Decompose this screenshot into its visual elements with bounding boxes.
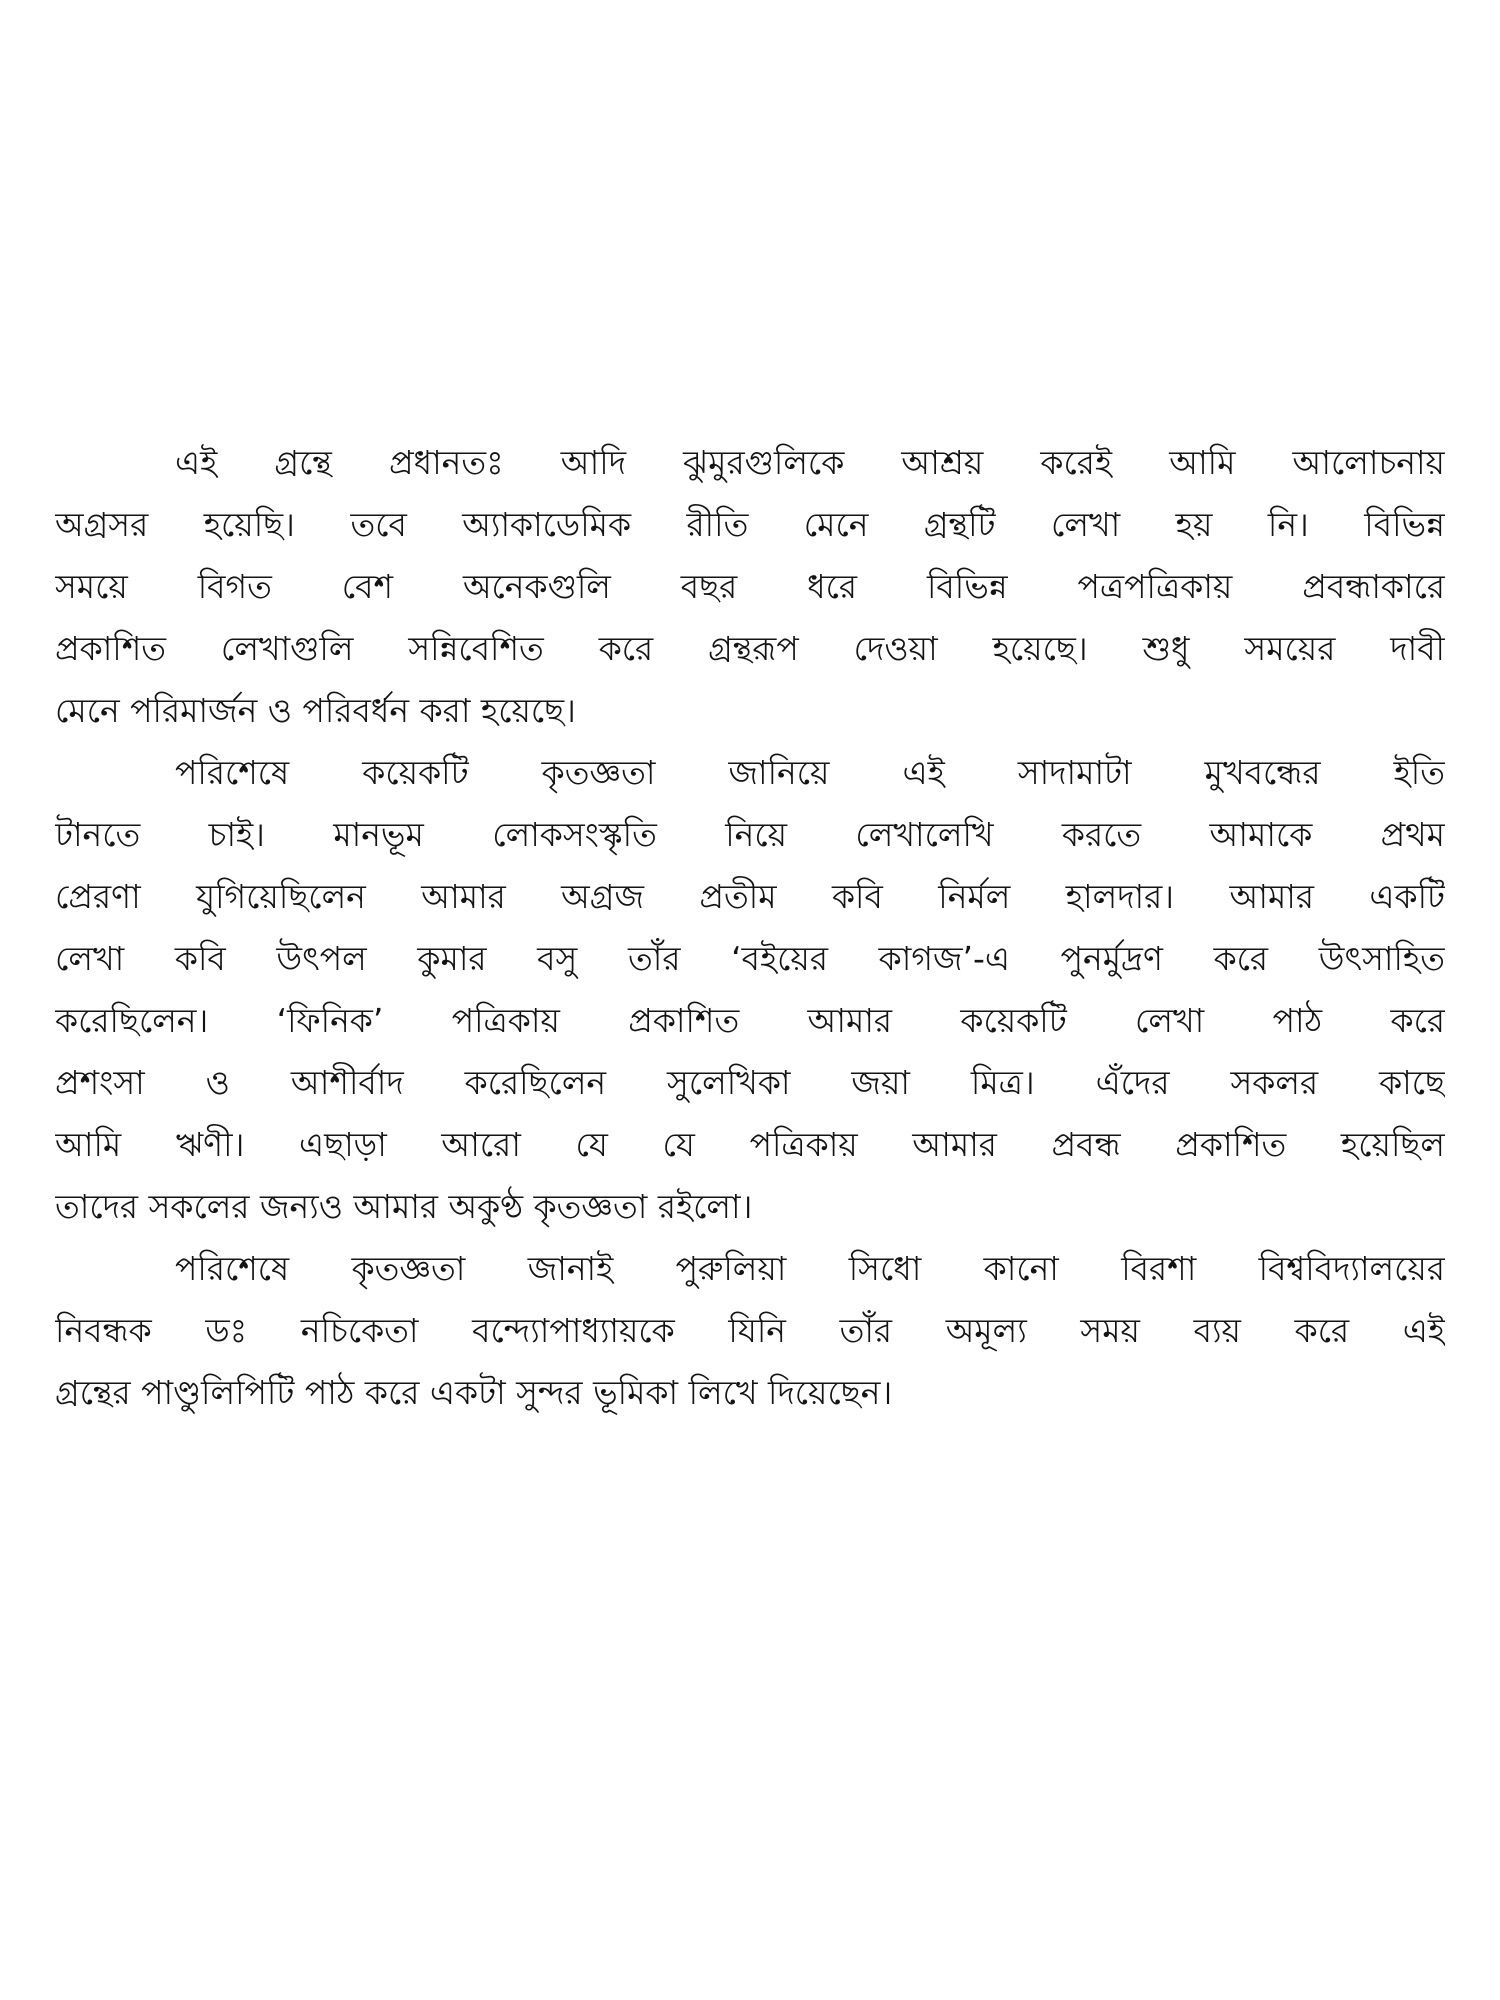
- text-line: গ্রন্থের পাণ্ডুলিপিটি পাঠ করে একটা সুন্দর ভূমিকা লিখে দিয়েছেন।: [55, 1373, 893, 1412]
- text-line: নিবন্ধক ডঃ নচিকেতা বন্দ্যোপাধ্যায়কে যিনি তাঁর অমূল্য সময় ব্যয় করে এই: [55, 1311, 1445, 1350]
- preface-text: [55, 432, 1445, 1424]
- text-line: তাদের সকলের জন্যও আমার অকুণ্ঠ কৃতজ্ঞতা রইলো।: [55, 1187, 753, 1226]
- text-line: প্রেরণা যুগিয়েছিলেন আমার অগ্রজ প্রতীম কবি নির্মল হালদার। আমার একটি: [55, 877, 1445, 916]
- text-line: সময়ে বিগত বেশ অনেকগুলি বছর ধরে বিভিন্ন পত্রপত্রিকায় প্রবন্ধাকারে: [55, 567, 1445, 606]
- text-line: পরিশেষে কয়েকটি কৃতজ্ঞতা জানিয়ে এই সাদামাটা মুখবন্ধের ইতি: [175, 753, 1445, 792]
- text-line: প্রশংসা ও আশীর্বাদ করেছিলেন সুলেখিকা জয়া মিত্র। এঁদের সকলর কাছে: [55, 1063, 1445, 1102]
- text-line: এই গ্রন্থে প্রধানতঃ আদি ঝুমুরগুলিকে আশ্রয় করেই আমি আলোচনায়: [175, 443, 1445, 482]
- text-line: টানতে চাই। মানভূম লোকসংস্কৃতি নিয়ে লেখালেখি করতে আমাকে প্রথম: [55, 815, 1445, 854]
- paragraph-3: [55, 1238, 1445, 1424]
- text-line: অগ্রসর হয়েছি। তবে অ্যাকাডেমিক রীতি মেনে গ্রন্থটি লেখা হয় নি। বিভিন্ন: [55, 505, 1445, 544]
- text-line: আমি ঋণী। এছাড়া আরো যে যে পত্রিকায় আমার প্রবন্ধ প্রকাশিত হয়েছিল: [55, 1125, 1445, 1164]
- text-line: মেনে পরিমার্জন ও পরিবর্ধন করা হয়েছে।: [55, 691, 576, 730]
- paragraph-2: [55, 742, 1445, 1238]
- text-line: পরিশেষে কৃতজ্ঞতা জানাই পুরুলিয়া সিধো কানো বিরশা বিশ্ববিদ্যালয়ের: [175, 1249, 1445, 1288]
- text-line: করেছিলেন। ‘ফিনিক’ পত্রিকায় প্রকাশিত আমার কয়েকটি লেখা পাঠ করে: [55, 1001, 1445, 1040]
- text-line: প্রকাশিত লেখাগুলি সন্নিবেশিত করে গ্রন্থরূপ দেওয়া হয়েছে। শুধু সময়ের দাবী: [55, 629, 1445, 668]
- text-line: লেখা কবি উৎপল কুমার বসু তাঁর ‘বইয়ের কাগজ’-এ পুনর্মুদ্রণ করে উৎসাহিত: [55, 939, 1445, 978]
- paragraph-1: [55, 432, 1445, 742]
